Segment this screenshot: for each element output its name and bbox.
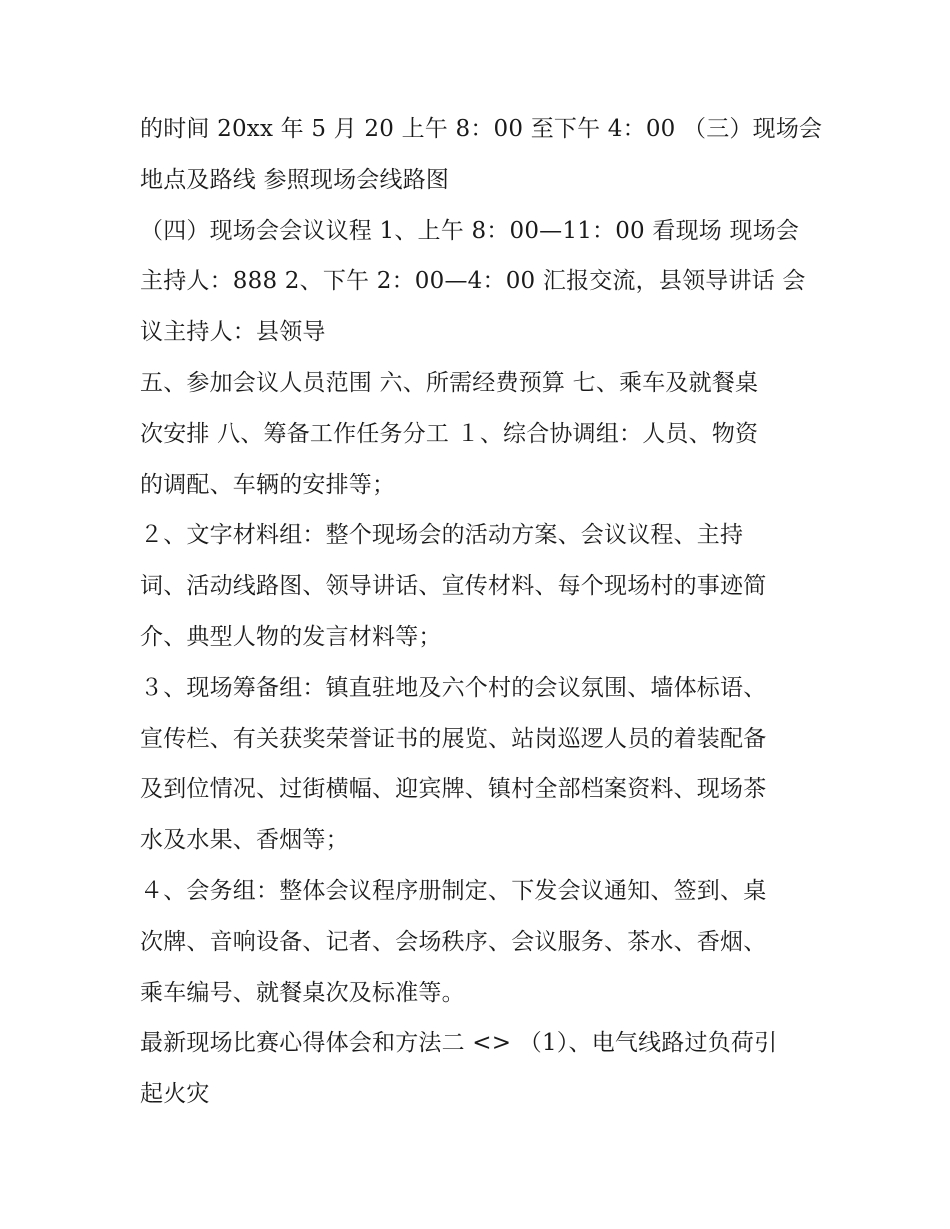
text-line: 起火灾 [140, 1081, 210, 1108]
text-line: ４、会务组：整体会议程序册制定、下发会议通知、签到、桌 [140, 877, 767, 904]
text-line: 最新现场比赛心得体会和方法二 <> （1）、电气线路过负荷引 [140, 1030, 778, 1057]
text-line: 五、参加会议人员范围 六、所需经费预算 七、乘车及就餐桌 [140, 369, 759, 396]
text-line: ２、文字材料组：整个现场会的活动方案、会议议程、主持 [140, 522, 744, 549]
text-line: 次牌、音响设备、记者、会场秩序、会议服务、茶水、香烟、 [140, 928, 767, 955]
document-body [140, 104, 823, 1120]
text-line: 宣传栏、有关获奖荣誉证书的展览、站岗巡逻人员的着装配备 [140, 725, 767, 752]
text-line: 议主持人：县领导 [140, 319, 326, 346]
text-line: （四）现场会会议议程 1、上午 8：00—11：00 看现场 现场会 [140, 217, 800, 244]
text-line: 水及水果、香烟等； [140, 827, 349, 854]
text-line: 地点及路线 参照现场会线路图 [140, 166, 450, 193]
text-line: 主持人：888 2、下午 2：00—4：00 汇报交流，县领导讲话 会 [140, 268, 806, 295]
text-line: 的时间 20xx 年 5 月 20 上午 8：00 至下午 4：00 （三）现场会 [140, 116, 823, 142]
text-line: 的调配、车辆的安排等； [140, 471, 396, 498]
text-line: 次安排 八、筹备工作任务分工 １、综合协调组：人员、物资 [140, 420, 759, 447]
text-line: 及到位情况、过街横幅、迎宾牌、镇村全部档案资料、现场茶 [140, 776, 767, 803]
text-line: 介、典型人物的发言材料等； [140, 623, 442, 650]
text-line: ３、现场筹备组：镇直驻地及六个村的会议氛围、墙体标语、 [140, 674, 767, 701]
text-line: 乘车编号、就餐桌次及标准等。 [140, 979, 465, 1006]
text-line: 词、活动线路图、领导讲话、宣传材料、每个现场村的事迹简 [140, 573, 767, 600]
